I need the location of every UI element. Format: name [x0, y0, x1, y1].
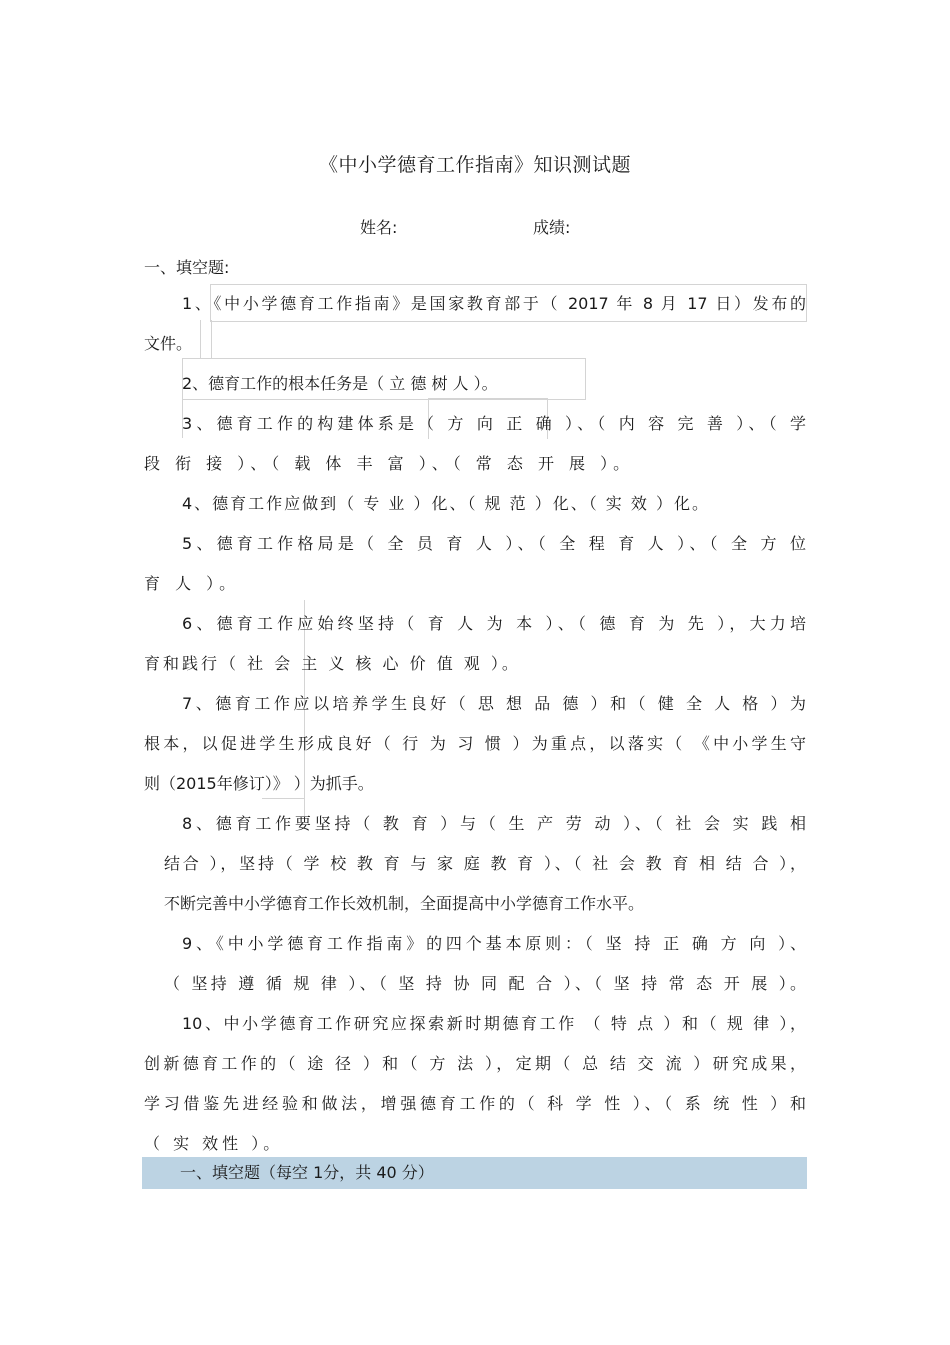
question-8-line-2: 结合 ），坚持（ 学 校 教 育 与 家 庭 教 育 ）、（ 社 会 教 育 相 结 合 ），: [164, 854, 806, 873]
question-9-line-2: （ 坚持 遵 循 规 律 ）、（ 坚 持 协 同 配 合 ）、（ 坚 持 常 态 开 展 ）。: [164, 974, 806, 993]
question-5-line-1: 5、德育工作格局是（ 全 员 育 人 ）、（ 全 程 育 人 ）、（ 全 方 位: [182, 534, 806, 553]
question-7-line-3: 则（2015年修订）》 ）为抓手。: [144, 774, 374, 793]
question-10-line-3: 学习借鉴先进经验和做法，增强德育工作的（ 科 学 性 ）、（ 系 统 性 ）和: [144, 1094, 806, 1113]
section-banner-text: 一、填空题（每空 1分，共 40 分）: [180, 1163, 434, 1182]
question-10-line-4: （ 实 效性 ）。: [144, 1134, 284, 1153]
question-7-line-2: 根本，以促进学生形成良好（ 行 为 习 惯 ）为重点，以落实（ 《中小学生守: [144, 734, 806, 753]
question-7-line-1: 7、德育工作应以培养学生良好（ 思 想 品 德 ）和（ 健 全 人 格 ）为: [182, 694, 806, 713]
question-6-line-2: 育和践行（ 社 会 主 义 核 心 价 值 观 ）。: [144, 654, 521, 673]
question-3-line-2: 段 衔 接 ）、（ 载 体 丰 富 ）、（ 常 态 开 展 ）。: [144, 454, 635, 473]
question-8-line-1: 8、德育工作要坚持（ 教 育 ）与（ 生 产 劳 动 ）、（ 社 会 实 践 相: [182, 814, 806, 833]
score-label: 成绩:: [533, 218, 571, 237]
question-5-line-2: 育 人 ）。: [144, 574, 241, 593]
question-9-line-1: 9、《中小学德育工作指南》的四个基本原则：（ 坚 持 正 确 方 向 ）、: [182, 934, 806, 953]
question-4-line-1: 4、德育工作应做到（ 专 业 ）化、（ 规 范 ）化、（ 实 效 ）化。: [182, 494, 710, 513]
question-1-line-1: 1、《中小学德育工作指南》是国家教育部于（ 2017 年 8 月 17 日）发布的: [182, 294, 806, 313]
question-8-line-3: 不断完善中小学德育工作长效机制，全面提高中小学德育工作水平。: [164, 894, 645, 913]
name-label: 姓名:: [360, 218, 398, 237]
question-10-line-1: 10、中小学德育工作研究应探索新时期德育工作 （ 特 点 ）和（ 规 律 ），: [182, 1014, 806, 1033]
question-2-line-1: 2、德育工作的根本任务是（ 立 德 树 人 ）。: [182, 374, 498, 393]
question-1-line-2: 文件。: [144, 334, 193, 353]
section-banner: [142, 1157, 807, 1189]
section-heading: 一、填空题:: [144, 258, 230, 277]
question-3-line-1: 3、德育工作的构建体系是（ 方 向 正 确 ）、（ 内 容 完 善 ）、（ 学: [182, 414, 806, 433]
question-10-line-2: 创新德育工作的（ 途 径 ）和（ 方 法 ），定期（ 总 结 交 流 ）研究成果，: [144, 1054, 806, 1073]
document-title: 《中小学德育工作指南》知识测试题: [318, 154, 631, 176]
question-6-line-1: 6、德育工作应始终坚持（ 育 人 为 本 ）、（ 德 育 为 先 ），大力培: [182, 614, 806, 633]
